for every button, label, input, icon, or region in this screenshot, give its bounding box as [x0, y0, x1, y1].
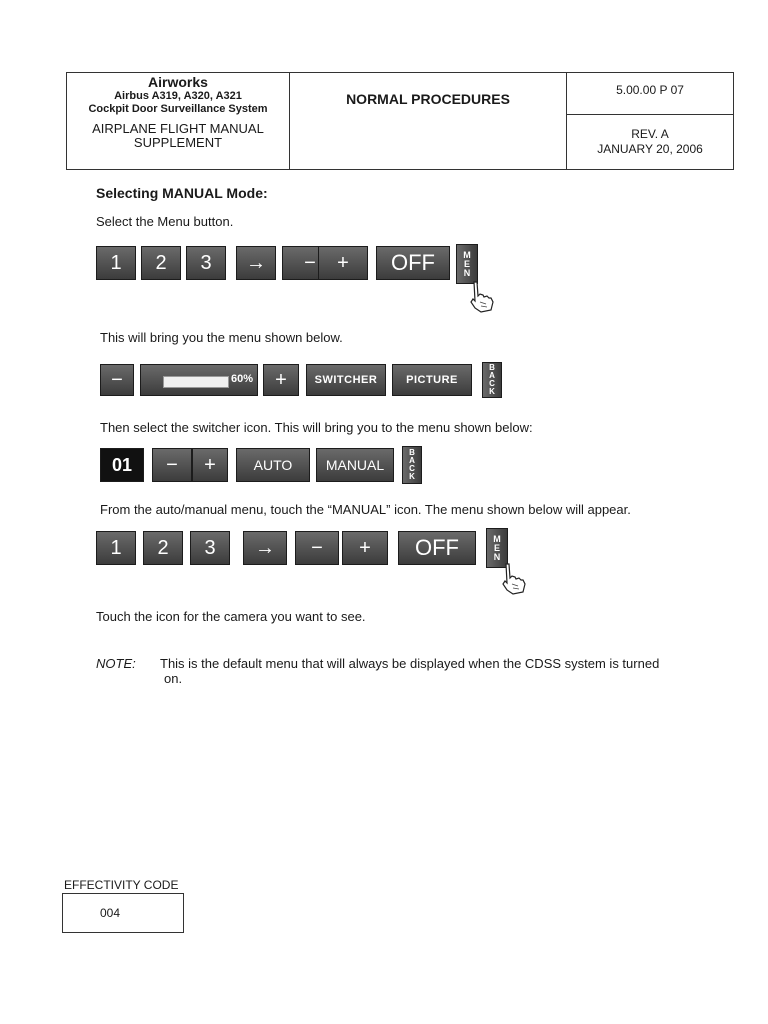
menu-letter-e: E [493, 542, 500, 553]
auto-button[interactable]: AUTO [236, 448, 310, 482]
camera-1-button[interactable]: 1 [96, 246, 136, 280]
minus-button[interactable]: − [295, 531, 339, 565]
menu-letter-n: N [493, 551, 501, 562]
back-letter-a: A [489, 371, 495, 380]
header-section-cell [290, 73, 567, 169]
pointing-hand-icon [498, 562, 528, 596]
header-ref-cell [567, 73, 733, 169]
back-letter-c: C [409, 464, 415, 473]
increase-button[interactable]: + [263, 364, 299, 396]
camera-3-button[interactable]: 3 [190, 531, 230, 565]
back-letter-b: B [489, 363, 495, 372]
off-button[interactable]: OFF [398, 531, 476, 565]
note-line-1: This is the default menu that will always be displayed when the CDSS system is turned [160, 656, 660, 671]
channel-up-button[interactable]: + [192, 448, 228, 482]
header-divider [567, 114, 733, 115]
back-button[interactable] [482, 362, 502, 398]
back-letter-a: A [409, 456, 415, 465]
manual-title-line2: SUPPLEMENT [133, 135, 223, 150]
picture-button[interactable]: PICTURE [392, 364, 472, 396]
channel-display: 01 [100, 448, 144, 482]
brand-name: Airworks [148, 74, 208, 90]
menu-letter-n: N [463, 267, 471, 278]
arrow-button[interactable]: → [236, 246, 276, 280]
effectivity-box [62, 893, 184, 933]
step-2-text: This will bring you the menu shown below. [100, 330, 343, 345]
level-percent: 60% [230, 373, 253, 385]
back-letter-b: B [409, 448, 415, 457]
page-reference: 5.00.00 P 07 [616, 83, 684, 97]
slider-track [163, 376, 229, 388]
manual-title-line1: AIRPLANE FLIGHT MANUAL [92, 121, 264, 136]
camera-2-button[interactable]: 2 [141, 246, 181, 280]
step-5-text: Touch the icon for the camera you want to see. [96, 609, 366, 624]
revision-block [567, 127, 733, 157]
document-header [66, 72, 734, 170]
back-letter-k: K [409, 472, 415, 481]
note-line-2: on. [164, 671, 183, 686]
plus-button[interactable]: + [318, 246, 368, 280]
channel-down-button[interactable]: − [152, 448, 192, 482]
decrease-button[interactable]: − [100, 364, 134, 396]
section-title: NORMAL PROCEDURES [346, 91, 510, 107]
minus-button[interactable]: − [282, 246, 338, 280]
off-button[interactable]: OFF [376, 246, 450, 280]
manual-button[interactable]: MANUAL [316, 448, 394, 482]
step-3-text: Then select the switcher icon. This will bring you to the menu shown below: [100, 420, 533, 435]
revision-date: JANUARY 20, 2006 [597, 142, 703, 156]
menu-letter-m: M [463, 249, 471, 260]
back-letter-c: C [489, 379, 495, 388]
back-letter-k: K [489, 387, 495, 396]
system-name: Cockpit Door Surveillance System [88, 103, 268, 115]
menu-letter-m: M [493, 533, 501, 544]
arrow-button[interactable]: → [243, 531, 287, 565]
back-button[interactable] [402, 446, 422, 484]
plus-button[interactable]: + [342, 531, 388, 565]
revision: REV. A [631, 127, 669, 141]
note-label: NOTE: [96, 656, 136, 671]
camera-2-button[interactable]: 2 [143, 531, 183, 565]
menu-letter-e: E [463, 258, 470, 269]
header-company-cell [67, 73, 290, 169]
procedure-heading: Selecting MANUAL Mode: [96, 185, 268, 201]
menu-button[interactable] [456, 244, 478, 284]
camera-3-button[interactable]: 3 [186, 246, 226, 280]
effectivity-label: EFFECTIVITY CODE [64, 878, 179, 892]
aircraft-models: Airbus A319, A320, A321 [114, 90, 242, 102]
switcher-button[interactable]: SWITCHER [306, 364, 386, 396]
effectivity-code: 004 [100, 906, 121, 920]
step-1-text: Select the Menu button. [96, 214, 234, 229]
camera-1-button[interactable]: 1 [96, 531, 136, 565]
step-4-text: From the auto/manual menu, touch the “MANUAL” icon. The menu shown below will appear. [100, 502, 631, 517]
pointing-hand-icon [466, 280, 496, 314]
level-slider[interactable] [140, 364, 258, 396]
